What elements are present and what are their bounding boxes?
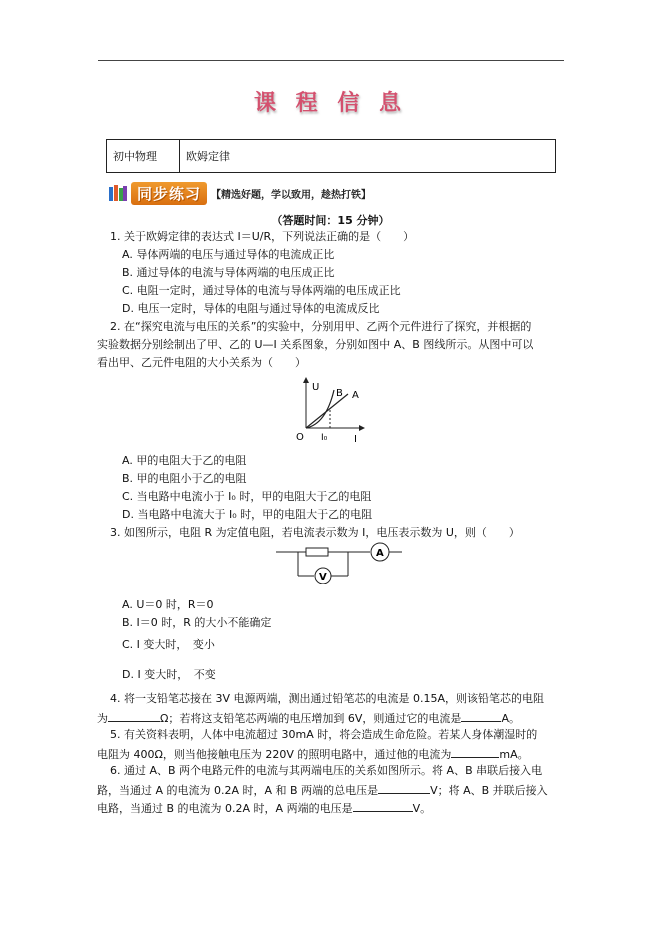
q5-blank-current[interactable] [451,746,499,758]
line-a [306,394,348,428]
q6-line-1: 6. 通过 A、B 两个电路元件的电流与其两端电压的关系如图所示。将 A、B 串联后接入电 [110,764,543,777]
q2-option-b: B. 甲的电阻小于乙的电阻 [122,472,247,485]
answer-time: （答题时间：15 分钟） [271,214,390,227]
q3-stem: 3. 如图所示，电阻 R 为定值电阻，若电流表示数为 I，电压表示数为 U，则（ ） [110,526,520,539]
q2-line-2: 实验数据分别绘制出了甲、乙的 U—I 关系图象，分别如图中 A、B 图线所示。从图中可以 [97,338,534,351]
q3-option-b: B. I＝0 时，R 的大小不能确定 [122,616,272,629]
section-banner [108,181,371,205]
top-rule [98,60,564,61]
ammeter-label: A [376,548,384,559]
topic-cell: 欧姆定律 [186,150,230,163]
q4-blank-resistance[interactable] [108,710,160,722]
q6-blank-parallel-voltage[interactable] [353,800,413,812]
q3-option-c: C. I 变大时， 变小 [122,638,215,651]
i0-label: I₀ [321,433,328,443]
q6-blank-series-voltage[interactable] [378,782,430,794]
q1-stem: 1. 关于欧姆定律的表达式 I＝U/R，下列说法正确的是（ ） [110,230,415,243]
books-icon [108,184,128,202]
u-i-graph [288,376,368,448]
q5-line-2: 电阻为 400Ω，则当他接触电压为 220V 的照明电路中，通过他的电流为 mA。 [97,748,529,761]
section-badge: 同步练习 [131,182,207,205]
x-axis-label: I [354,434,357,445]
q1-option-b: B. 通过导体的电流与导体两端的电压成正比 [122,266,335,279]
y-axis-label: U [312,382,320,393]
page-title: 课 程 信 息 [254,90,407,116]
q3-option-d: D. I 变大时， 不变 [122,668,216,681]
q2-option-a: A. 甲的电阻大于乙的电阻 [122,454,247,467]
voltmeter-label: V [319,572,327,583]
resistor-r [306,548,328,556]
circuit-diagram [270,540,406,584]
line-a-label: A [352,390,359,401]
q1-option-d: D. 电压一定时，导体的电阻与通过导体的电流成反比 [122,302,380,315]
subject-cell: 初中物理 [107,140,180,172]
q5-line-1: 5. 有关资料表明，人体中电流超过 30mA 时，将会造成生命危险。若某人身体潮湿时的 [110,728,538,741]
section-subtitle: 【精选好题，学以致用，趁热打铁】 [211,189,372,201]
q6-line-2: 路，当通过 A 的电流为 0.2A 时，A 和 B 两端的总电压是 V；将 A、B 并联后接入 [97,784,548,797]
origin-label: O [296,432,304,443]
q2-option-c: C. 当电路中电流小于 I₀ 时，甲的电阻大于乙的电阻 [122,490,372,503]
course-info-table [106,139,556,173]
q4-line-2: 为 Ω；若将这支铅笔芯两端的电压增加到 6V，则通过它的电流是 A。 [97,712,520,725]
q2-line-3: 看出甲、乙元件电阻的大小关系为（ ） [97,356,306,369]
q6-line-3: 电路，当通过 B 的电流为 0.2A 时，A 两端的电压是 V。 [97,802,432,815]
q1-option-a: A. 导体两端的电压与通过导体的电流成正比 [122,248,335,261]
q2-line-1: 2. 在“探究电流与电压的关系”的实验中，分别用甲、乙两个元件进行了探究，并根据的 [110,320,532,333]
curve-b-label: B [336,388,343,399]
q2-option-d: D. 当电路中电流大于 I₀ 时，甲的电阻大于乙的电阻 [122,508,373,521]
q4-blank-current[interactable] [461,710,501,722]
q3-option-a: A. U＝0 时，R＝0 [122,598,214,611]
q1-option-c: C. 电阻一定时，通过导体的电流与导体两端的电压成正比 [122,284,401,297]
q4-line-1: 4. 将一支铅笔芯接在 3V 电源两端，测出通过铅笔芯的电流是 0.15A，则该铅笔芯的电阻 [110,692,545,705]
